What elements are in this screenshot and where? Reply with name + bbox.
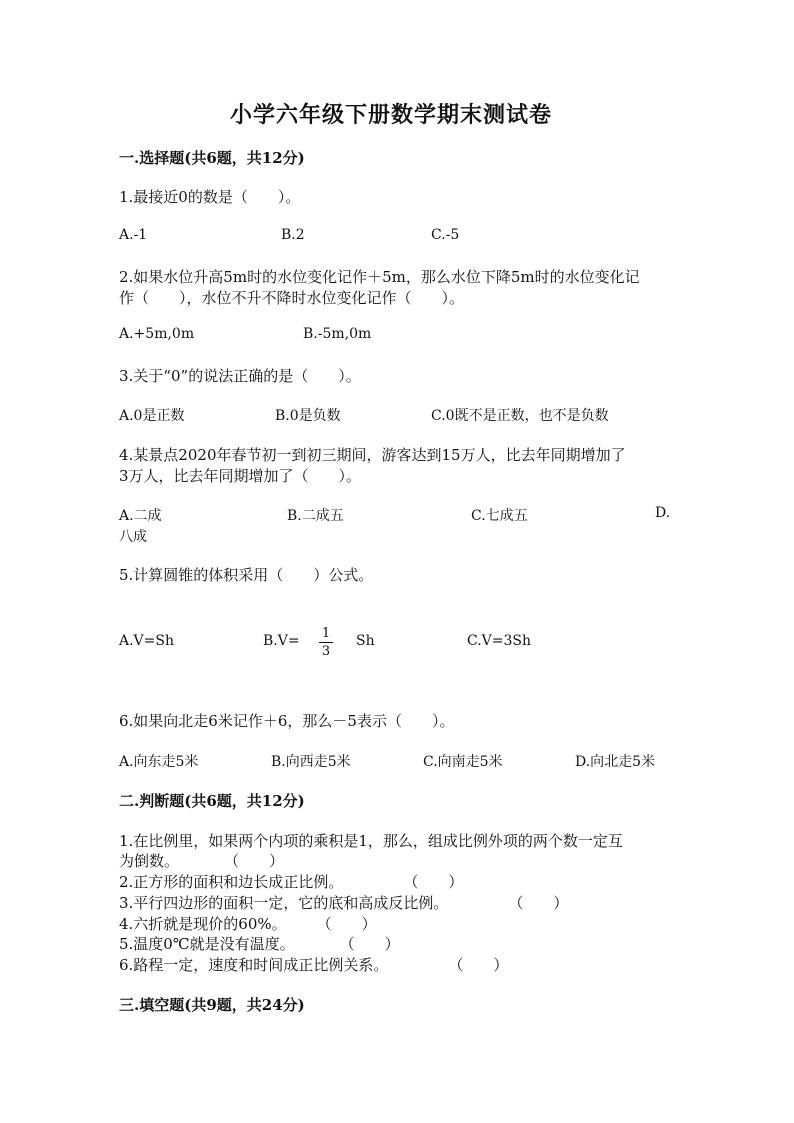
question-2-line-2: 作（ ），水位不升不降时水位变化记作（ ）。	[119, 289, 465, 307]
q3-option-a: A.0是正数	[119, 408, 185, 424]
q1-option-b: B.2	[281, 227, 305, 243]
question-3: 3.关于“0”的说法正确的是（ ）。	[119, 367, 361, 385]
q5-option-a: A.V=Sh	[119, 633, 175, 649]
q4-option-a: A.二成	[119, 508, 162, 524]
q4-option-c: C.七成五	[471, 508, 528, 524]
section-heading-choice: 一.选择题(共6题，共12分)	[119, 149, 305, 167]
q4-option-d-label: D.	[655, 505, 671, 521]
q3-option-c: C.0既不是正数，也不是负数	[431, 408, 609, 424]
q2-option-b: B.-5m,0m	[303, 326, 372, 342]
q6-option-b: B.向西走5米	[271, 754, 351, 770]
question-4-line-1: 4.某景点2020年春节初一到初三期间，游客达到15万人，比去年同期增加了	[119, 446, 626, 464]
q5-option-b-fraction	[319, 626, 333, 659]
q5-option-c: C.V=3Sh	[467, 633, 532, 649]
q5-option-b-prefix: B.V=	[263, 633, 300, 649]
q3-option-b: B.0是负数	[275, 408, 341, 424]
q6-option-c: C.向南走5米	[423, 754, 503, 770]
q2-option-a: A.+5m,0m	[119, 326, 195, 342]
q4-option-b: B.二成五	[287, 508, 344, 524]
fraction-numerator: 1	[321, 626, 331, 641]
question-5: 5.计算圆锥的体积采用（ ）公式。	[119, 566, 374, 584]
judge-item: 3.平行四边形的面积一定，它的底和高成反比例。 （ ）	[119, 894, 569, 912]
question-2-line-1: 2.如果水位升高5m时的水位变化记作＋5m，那么水位下降5m时的水位变化记	[119, 268, 640, 286]
question-1: 1.最接近0的数是（ ）。	[119, 188, 301, 206]
judge-item: 为倒数。 （ ）	[119, 852, 285, 870]
section-heading-fill: 三.填空题(共9题，共24分)	[119, 996, 305, 1014]
q6-option-a: A.向东走5米	[119, 754, 199, 770]
page-title: 小学六年级下册数学期末测试卷	[230, 102, 553, 128]
fraction-denominator: 3	[321, 644, 331, 659]
q5-option-b-suffix: Sh	[356, 633, 375, 649]
judge-item: 1.在比例里，如果两个内项的乘积是1，那么，组成比例外项的两个数一定互	[119, 832, 623, 850]
q6-option-d: D.向北走5米	[575, 754, 656, 770]
section-heading-judge: 二.判断题(共6题，共12分)	[119, 792, 305, 810]
question-6: 6.如果向北走6米记作＋6，那么－5表示（ ）。	[119, 712, 455, 730]
q1-option-a: A.-1	[119, 227, 148, 243]
judge-item: 6.路程一定，速度和时间成正比例关系。 （ ）	[119, 956, 509, 974]
q4-option-d-text: 八成	[119, 529, 147, 545]
q1-option-c: C.-5	[431, 227, 460, 243]
judge-item: 5.温度0℃就是没有温度。 （ ）	[119, 935, 400, 953]
judge-item: 2.正方形的面积和边长成正比例。 （ ）	[119, 873, 464, 891]
fraction-bar	[319, 642, 333, 643]
judge-item: 4.六折就是现价的60%。 （ ）	[119, 915, 377, 933]
question-4-line-2: 3万人，比去年同期增加了（ ）。	[119, 467, 362, 485]
